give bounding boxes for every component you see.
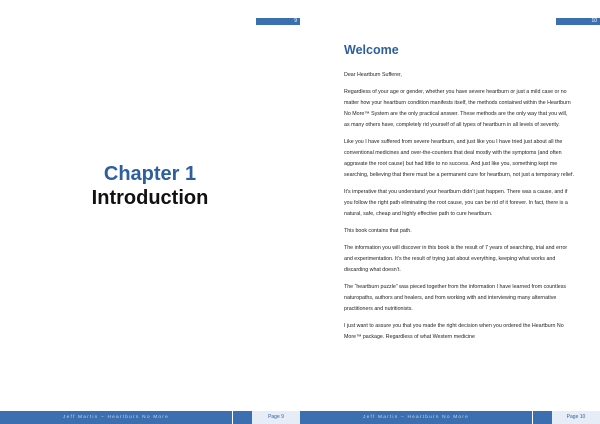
right-header-tab: 10 — [556, 18, 600, 25]
page-content — [344, 42, 574, 349]
paragraph: The “heartburn puzzle” was pieced together from the information I have learned from countless naturopaths, authors and healers, and from working with and interviewing many alternative practitioners and nutritionists. — [344, 284, 566, 312]
paragraph: This book contains that path. — [344, 227, 412, 234]
left-header-tab: 9 — [256, 18, 300, 25]
right-footer-author: Jeff Martin – Heartburn No More — [363, 415, 469, 420]
chapter-number: Chapter 1 — [103, 163, 197, 185]
right-footer-divider — [532, 411, 533, 424]
paragraph: It’s imperative that you understand your heartburn didn’t just happen. There was a cause, and if you follow the right path eliminating the root cause, you can be rid of it forever. In fact, there is a natural, safe, cheap and highly effective path to cure heartburn. — [344, 188, 568, 217]
chapter-heading — [0, 162, 300, 210]
left-footer — [0, 411, 300, 424]
left-footer-page-number: Page 9 — [252, 411, 300, 424]
paragraph: The information you will discover in this book is the result of 7 years of searching, trial and error and experimentation. It’s the result of trying just about everything, keeping what works and discarding what doesn’t. — [344, 245, 568, 273]
paragraph: Regardless of your age or gender, whether you have severe heartburn or just a mild case or no matter how your heartburn condition manifests itself, the methods contained within the Heartburn No More™ System are the only practical answer. These methods are the only way that you will, as many others have, completely rid yourself of all types of heartburn in all levels of severity. — [344, 89, 571, 128]
paragraph: I just want to assure you that you made the right decision when you ordered the Heartburn No More™ package. Regardless of what Western medicine — [344, 323, 564, 341]
paragraph: Like you I have suffered from severe heartburn, and just like you I have tried just about all the conventional medicines and over-the-counters that deal mostly with the symptoms (and often aggravate the root cause) but had little to no success. And just like you, something kept me searching, believing that there must be a permanent cure for heartburn, not just a temporary relief. — [344, 139, 574, 178]
chapter-title: Introduction — [91, 187, 209, 209]
left-footer-author: Jeff Martin – Heartburn No More — [63, 415, 169, 420]
paragraph-salutation: Dear Heartburn Sufferer, — [344, 72, 402, 78]
page-heading: Welcome — [344, 43, 399, 57]
left-footer-divider — [232, 411, 233, 424]
right-page — [300, 0, 600, 424]
right-footer-page-number: Page 10 — [552, 411, 600, 424]
right-footer — [300, 411, 600, 424]
